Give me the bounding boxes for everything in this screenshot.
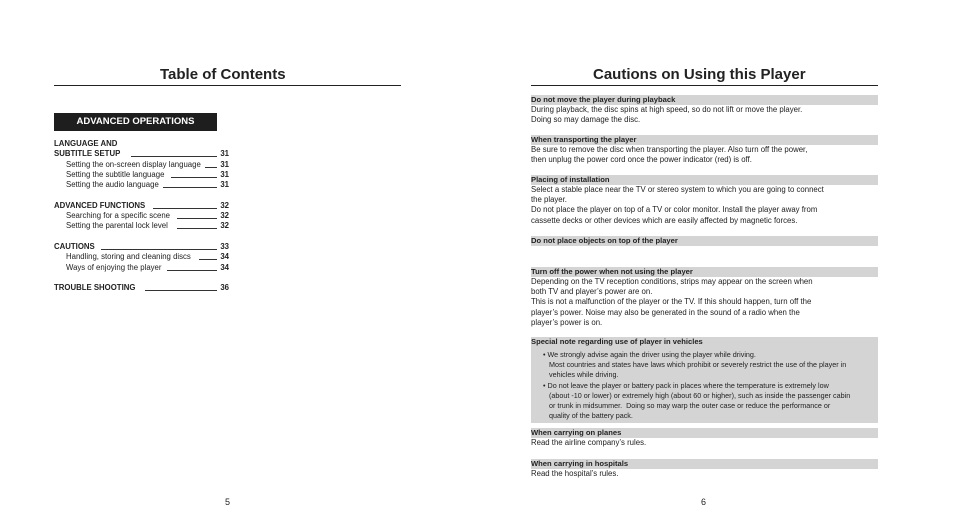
section-body (531, 438, 878, 448)
body-line: player’s power. Noise may also be generated in the sound of a radio when the (531, 307, 800, 317)
toc-entry-text: Setting the on-screen display language (66, 159, 201, 169)
toc-page-number: 32 (220, 211, 229, 221)
section-body (531, 145, 878, 165)
section-body (531, 105, 878, 125)
toc-page-number: 36 (220, 283, 229, 293)
toc-title: Table of Contents (160, 66, 286, 83)
body-line: both TV and player’s power are on. (531, 287, 653, 297)
toc-leader-line (167, 270, 217, 271)
toc-entry-text: Searching for a specific scene (66, 211, 171, 221)
page-number-right: 6 (701, 497, 707, 507)
body-line: Select a stable place near the TV or stereo system to which you are going to connect (531, 185, 824, 194)
section-body (531, 185, 878, 226)
toc-entry-text: Setting the audio language (66, 180, 159, 190)
page-number-left: 5 (225, 497, 231, 507)
section-heading: When transporting the player (531, 135, 878, 145)
toc-page-number: 31 (220, 180, 229, 190)
toc-leader-line (177, 218, 217, 219)
section-heading: When carrying in hospitals (531, 459, 878, 469)
toc-page-number: 34 (220, 252, 229, 262)
bullet-line: Most countries and states have laws which prohibit or severely restrict the use of the player in (543, 360, 847, 370)
bullet-line: • We strongly advise again the driver using the player while driving. (543, 350, 756, 359)
toc-leader-line (205, 167, 217, 168)
toc-page-number: 33 (220, 242, 229, 251)
toc-page-number: 31 (220, 159, 229, 169)
body-line: During playback, the disc spins at high speed, so do not lift or move the player. (531, 105, 803, 114)
toc-leader-line (199, 259, 217, 260)
toc-leader-line (177, 228, 217, 229)
toc-entry-text: Handling, storing and cleaning discs (66, 252, 191, 262)
body-line: cassette decks or other devices which are easily affected by magnetic forces. (531, 215, 798, 225)
toc-entry-text: CAUTIONS (54, 242, 95, 251)
section-heading: Do not move the player during playback (531, 95, 878, 105)
section-heading: When carrying on planes (531, 428, 878, 438)
body-line: Doing so may damage the disc. (531, 115, 641, 125)
bullet-line: quality of the battery pack. (543, 411, 633, 421)
toc-entry-text: Setting the parental lock level (66, 221, 168, 231)
bullet-line: (about -10 or lower) or extremely high (about 60 or higher), such as inside the passenger cabin (543, 390, 851, 400)
toc-leader-line (101, 249, 217, 250)
body-line: Be sure to remove the disc when transporting the player. Also turn off the power, (531, 145, 808, 154)
toc-entry (54, 282, 229, 293)
cautions-title: Cautions on Using this Player (593, 66, 806, 83)
toc-entry-text: LANGUAGE AND (54, 139, 118, 148)
toc-entry-text: ADVANCED FUNCTIONS (54, 200, 146, 210)
toc-entry-text: SUBTITLE SETUP (54, 149, 121, 159)
toc-page-number: 31 (220, 149, 229, 159)
toc-entry-text: Ways of enjoying the player (66, 262, 162, 272)
toc-leader-line (171, 177, 217, 178)
toc-title-rule (54, 85, 401, 86)
section-heading: Special note regarding use of player in vehicles (531, 337, 703, 346)
toc-leader-line (145, 290, 217, 291)
bullet-line: or trunk in midsummer. Doing so may warp the outer case or reduce the performance or (543, 401, 831, 411)
bullet-line: • Do not leave the player or battery pack in places where the temperature is extremely low (543, 380, 829, 390)
toc-entry-text: Setting the subtitle language (66, 169, 165, 179)
body-line: then unplug the power cord once the power indicator (red) is off. (531, 155, 752, 165)
section-heading: Placing of installation (531, 175, 878, 185)
toc-leader-line (153, 208, 217, 209)
section-body (531, 277, 878, 328)
body-line: player’s power is on. (531, 317, 603, 327)
toc-leader-line (131, 156, 217, 157)
vehicle-note-bullets (543, 350, 873, 421)
toc-page-number: 32 (220, 200, 229, 210)
cautions-title-rule (531, 85, 878, 86)
toc-page-number: 34 (220, 262, 229, 272)
body-line: This is not a malfunction of the player or the TV. If this should happen, turn off the (531, 297, 812, 307)
toc-entry-text: TROUBLE SHOOTING (54, 283, 136, 293)
section-heading: Turn off the power when not using the player (531, 267, 878, 277)
section-box-advanced-operations: ADVANCED OPERATIONS (54, 113, 217, 131)
toc-leader-line (163, 187, 217, 188)
body-line: Read the airline company’s rules. (531, 438, 647, 447)
toc-page-number: 32 (220, 221, 229, 231)
toc-page-number: 31 (220, 169, 229, 179)
bullet-line: vehicles while driving. (543, 370, 619, 380)
right-page (477, 0, 954, 521)
section-body (531, 469, 878, 479)
section-heading: Do not place objects on top of the player (531, 236, 878, 246)
body-line: Do not place the player on top of a TV or color monitor. Install the player away from (531, 205, 818, 215)
body-line: Depending on the TV reception conditions, strips may appear on the screen when (531, 277, 813, 286)
body-line: the player. (531, 195, 567, 205)
body-line: Read the hospital’s rules. (531, 469, 619, 478)
